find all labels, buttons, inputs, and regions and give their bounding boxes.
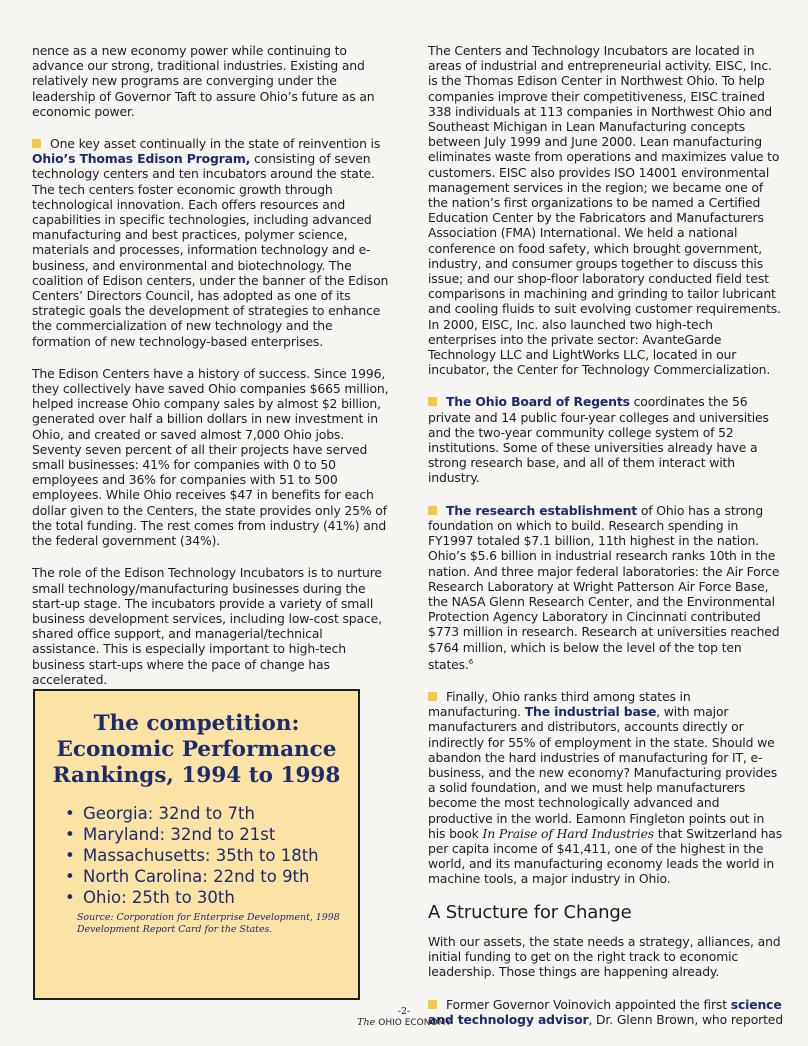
publication-name: The OHIO ECONOMY [357, 1017, 451, 1028]
paragraph: With our assets, the state needs a strategy, alliances, and initial funding to get on the right track to economic leadership. Those things are happening already. [428, 933, 781, 980]
list-item: • North Carolina: 22nd to 9th [63, 866, 358, 887]
paragraph: One key asset continually in the state of reinvention is Ohio’s Thomas Edison Program, consisting of seven technology centers and ten incubators around the state. The tech centers foster economic growth through technological innovation. Each offers resources and capabilities in specific technologies, including advanced manufacturing and best practices, polymer science, materials and processes, information technology and e-business, and environmental and biotechnology. The coalition of Edison centers, under the banner of the Edison Centers’ Directors Council, has adopted as one of its strategic goals the development of strategies to enhance the commercialization of new technology and the formation of new technology-based enterprises. [32, 136, 389, 349]
square-bullet-icon [428, 397, 437, 406]
rankings-list [63, 803, 358, 908]
right-column [428, 43, 783, 1044]
highlight-science-advisor: science and technology advisor [428, 996, 782, 1027]
section-heading: A Structure for Change [428, 901, 632, 923]
page-footer [0, 1006, 808, 1029]
paragraph: The research establishment of Ohio has a strong foundation on which to build. Research spending in FY1997 totaled $7.1 billion, 11th highest in the nation. Ohio’s $5.6 billion in industrial research ranks 10th in the nation. And three major federal laboratories: the Air Force Research Laboratory at Wright Patterson Air Force Base, the NASA Glenn Research Center, and the Environmental Protection Agency Laboratory in Cincinnati contributed $773 million in research. Research at universities reached $764 million, which is below the level of the top ten states.$^6$ [428, 502, 780, 672]
highlight-edison-program: Ohio’s Thomas Edison Program, [32, 151, 251, 167]
footnote-marker: 6 [468, 657, 474, 666]
square-bullet-icon [428, 692, 437, 701]
book-title: In Praise of Hard Industries [482, 825, 655, 841]
callout-title: The competition: Economic Performance Rankings, 1994 to 1998 [52, 711, 341, 788]
paragraph: nence as a new economy power while continuing to advance our strong, traditional industries. Existing and relatively new programs are converging under the leadership of Governor Taft to assure Ohio’s future as an economic power. [32, 43, 375, 119]
highlight-research-establishment: The research establishment [446, 502, 638, 518]
paragraph: The Centers and Technology Incubators are located in areas of industrial and entrepreneurial activity. EISC, Inc. is the Thomas Edison Center in Northwest Ohio. To help companies improve their competitiveness, EISC trained 338 individuals at 113 companies in Northwest Ohio and Southeast Michigan in Lean Manufacturing concepts between July 1999 and June 2000. Lean manufacturing eliminates waste from operations and maximizes value to customers. EISC also provides ISO 14001 environmental management services in the region; we became one of the nation’s first organizations to be named a Certified Education Center by the Fabricators and Manufacturers Association (FMA) International. We held a national conference on food safety, which brought government, industry, and consumer groups together to discuss this issue; and our shop-floor laboratory conducted field test comparisons in machining and grinding to tailor lubricant and cooling fluids to suit evolving customer requirements. In 2000, EISC, Inc. also launched two high-tech enterprises into the private sector: AvanteGarde Technology LLC and LightWorks LLC, located in our incubator, the Center for Technology Commercialization. [428, 43, 781, 378]
square-bullet-icon [428, 506, 437, 515]
paragraph: Former Governor Voinovich appointed the first science and technology advisor, Dr. Glenn Brown, who reported [428, 996, 783, 1027]
list-item: • Georgia: 32nd to 7th [63, 803, 358, 824]
competition-rankings-box [33, 689, 360, 1000]
list-item: • Ohio: 25th to 30th [63, 887, 358, 908]
list-item: • Massachusetts: 35th to 18th [63, 845, 358, 866]
paragraph: Finally, Ohio ranks third among states in manufacturing. The industrial base, with major manufacturers and distributors, accounts directly or indirectly for 55% of employment in the state. Should we abandon the hard industries of manufacturing for IT, e-business, and the new economy? Manufacturing provides a solid foundation, and we must help manufacturers become the most technologically advanced and productive in the world. Eamonn Fingleton points out in his book In Praise of Hard Industries that Switzerland has per capita income of $41,411, one of the highest in the world, and its manufacturing economy leads the world in machine tools, a major industry in Ohio. [428, 689, 783, 887]
paragraph: The Ohio Board of Regents coordinates the 56 private and 14 public four-year colleges and universities and the two-year community college system of 52 institutions. Some of these universities already have a strong research base, and all of them interact with industry. [428, 394, 769, 486]
page-number: -2- [397, 1006, 411, 1017]
paragraph: The role of the Edison Technology Incubators is to nurture small technology/manufacturing businesses during the start-up stage. The incubators provide a variety of small business development services, including low-cost space, shared office support, and managerial/technical assistance. This is especially important to high-tech business start-ups where the pace of change has accelerated. [32, 565, 382, 687]
left-column [32, 43, 392, 704]
callout-source: Source: Corporation for Enterprise Development, 1998 Development Report Card for the States. [77, 912, 340, 935]
square-bullet-icon [32, 139, 41, 148]
highlight-board-of-regents: The Ohio Board of Regents [446, 394, 630, 410]
list-item: • Maryland: 32nd to 21st [63, 824, 358, 845]
paragraph: The Edison Centers have a history of success. Since 1996, they collectively have saved Ohio companies $665 million, helped increase Ohio company sales by almost $2 billion, generated over half a billion dollars in new investment in Ohio, and created or saved almost 7,000 Ohio jobs. Seventy seven percent of all their projects have served small businesses: 41% for companies with 0 to 50 employees and 36% for companies with 51 to 500 employees. While Ohio receives $47 in benefits for each dollar given to the Centers, the state provides only 25% of the total funding. The rest comes from industry (41%) and the federal government (34%). [32, 365, 389, 549]
highlight-industrial-base: The industrial base [524, 704, 657, 720]
